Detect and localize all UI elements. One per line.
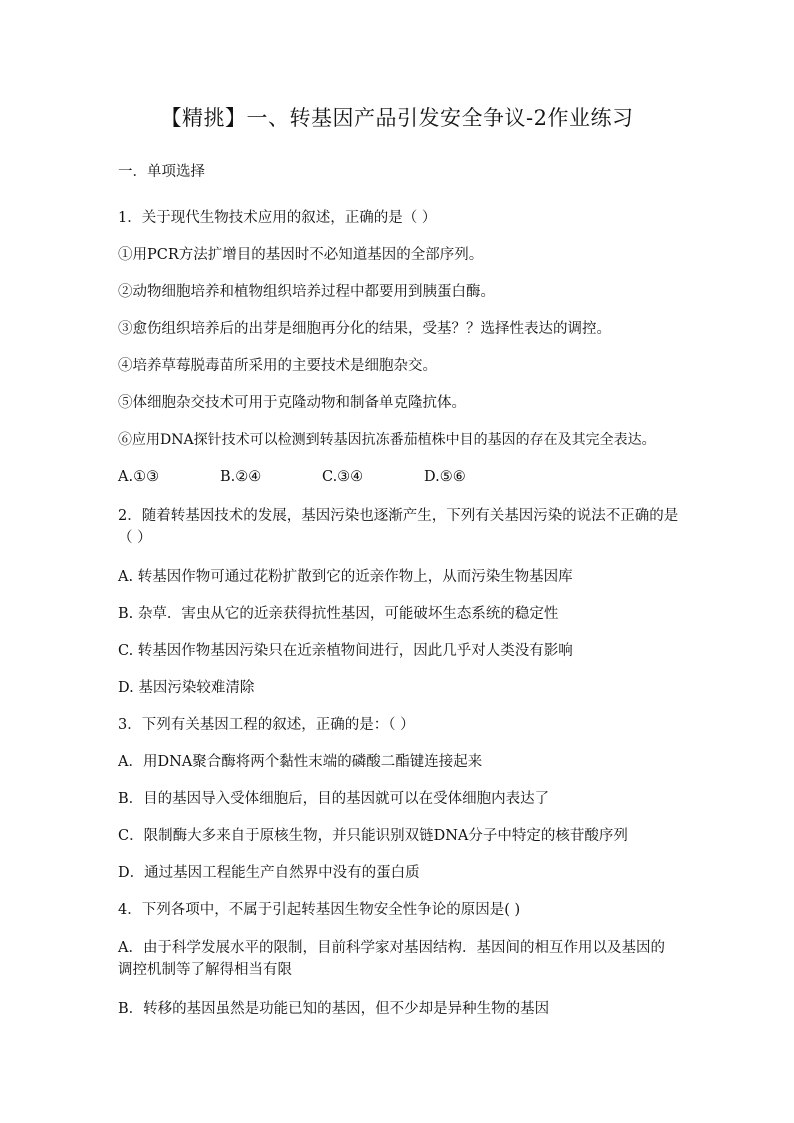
question-1-option-a: A.①③ [118, 469, 160, 485]
question-2-option-c: C. 转基因作物基因污染只在近亲植物间进行，因此几乎对人类没有影响 [118, 643, 573, 659]
question-1-item-4: ④培养草莓脱毒苗所采用的主要技术是细胞杂交。 [118, 358, 437, 374]
question-3-stem: 3．下列有关基因工程的叙述，正确的是：（ ） [118, 717, 415, 733]
question-1-stem: 1．关于现代生物技术应用的叙述，正确的是（ ） [118, 210, 437, 226]
question-1-item-2: ②动物细胞培养和植物组织培养过程中都要用到胰蛋白酶。 [118, 284, 495, 300]
section-heading: 一．单项选择 [118, 164, 205, 180]
question-2-option-d: D. 基因污染较难清除 [118, 680, 255, 696]
question-1-option-d: D.⑤⑥ [424, 469, 466, 485]
question-1-option-b: B.②④ [220, 469, 262, 485]
question-3-option-b: B．目的基因导入受体细胞后，目的基因就可以在受体细胞内表达了 [118, 791, 550, 807]
question-2-option-a: A. 转基因作物可通过花粉扩散到它的近亲作物上，从而污染生物基因库 [118, 569, 573, 585]
question-4-option-a: A．由于科学发展水平的限制，目前科学家对基因结构．基因间的相互作用以及基因的调控机制等了解得相当有限 [118, 940, 665, 978]
question-2-option-b: B. 杂草．害虫从它的近亲获得抗性基因，可能破坏生态系统的稳定性 [118, 606, 559, 622]
question-1-item-3: ③愈伤组织培养后的出芽是细胞再分化的结果，受基？？选择性表达的调控。 [118, 321, 611, 337]
question-1-item-1: ①用PCR方法扩增目的基因时不必知道基因的全部序列。 [118, 247, 484, 263]
question-1-item-6: ⑥应用DNA探针技术可以检测到转基因抗冻番茄植株中目的基因的存在及其完全表达。 [118, 432, 656, 448]
question-4-option-b: B．转移的基因虽然是功能已知的基因，但不少却是异种生物的基因 [118, 1001, 550, 1017]
question-3-option-a: A．用DNA聚合酶将两个黏性末端的磷酸二酯键连接起来 [118, 754, 483, 770]
question-1-item-5: ⑤体细胞杂交技术可用于克隆动物和制备单克隆抗体。 [118, 395, 466, 411]
page-title: 【精挑】一、转基因产品引发安全争议-2作业练习 [160, 106, 634, 130]
question-4-stem: 4．下列各项中，不属于引起转基因生物安全性争论的原因是( ) [118, 902, 521, 918]
question-1-options [118, 466, 698, 488]
question-3-option-c: C．限制酶大多来自于原核生物，并只能识别双链DNA分子中特定的核苷酸序列 [118, 828, 628, 844]
question-1-option-c: C.③④ [322, 469, 364, 485]
question-3-option-d: D．通过基因工程能生产自然界中没有的蛋白质 [118, 865, 420, 881]
question-2-stem: 2．随着转基因技术的发展，基因污染也逐渐产生，下列有关基因污染的说法不正确的是（ ） [118, 508, 679, 546]
